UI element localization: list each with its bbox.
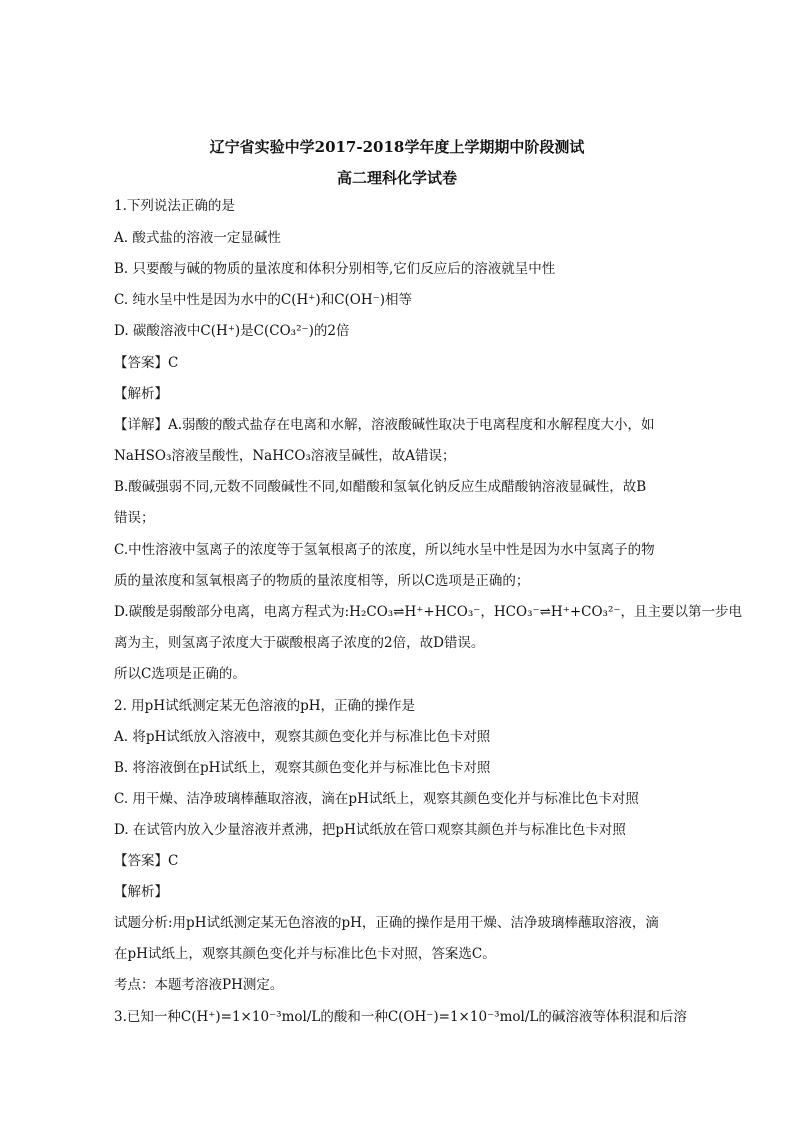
question-1-conclusion: 所以C选项是正确的。 bbox=[114, 666, 246, 682]
question-1-analysis-heading: 【解析】 bbox=[114, 386, 168, 402]
question-1-analysis-line: 错误； bbox=[114, 510, 155, 526]
question-1-analysis-line: 质的量浓度和氢氧根离子的物质的量浓度相等，所以C选项是正确的； bbox=[114, 573, 530, 589]
question-1-analysis-line: B.酸碱强弱不同,元数不同酸碱性不同,如醋酸和氢氧化钠反应生成醋酸钠溶液显碱性，故B bbox=[114, 479, 647, 495]
question-1-option-a: A. 酸式盐的溶液一定显碱性 bbox=[114, 230, 281, 246]
question-1-analysis-line: C.中性溶液中氢离子的浓度等于氢氧根离子的浓度，所以纯水呈中性是因为水中氢离子的物 bbox=[114, 542, 655, 558]
question-1-analysis-line: 【详解】A.弱酸的酸式盐存在电离和水解，溶液酸碱性取决于电离程度和水解程度大小，如 bbox=[114, 417, 655, 433]
question-1-option-d: D. 碳酸溶液中C(H⁺)是C(CO₃²⁻)的2倍 bbox=[114, 323, 350, 339]
question-1-analysis-line: NaHSO₃溶液呈酸性，NaHCO₃溶液呈碱性，故A错误； bbox=[114, 448, 456, 464]
question-2-analysis-line: 试题分析:用pH试纸测定某无色溶液的pH，正确的操作是用干燥、洁净玻璃棒蘸取溶液，滴 bbox=[114, 915, 659, 931]
question-2-option-c: C. 用干燥、洁净玻璃棒蘸取溶液，滴在pH试纸上，观察其颜色变化并与标准比色卡对照 bbox=[114, 791, 639, 807]
question-2-option-d: D. 在试管内放入少量溶液并煮沸，把pH试纸放在管口观察其颜色并与标准比色卡对照 bbox=[114, 822, 626, 838]
question-2-option-a: A. 将pH试纸放入溶液中，观察其颜色变化并与标准比色卡对照 bbox=[114, 729, 491, 745]
document-title: 辽宁省实验中学2017-2018学年度上学期期中阶段测试 bbox=[209, 138, 585, 156]
question-1-answer: 【答案】C bbox=[114, 355, 179, 371]
question-1-option-c: C. 纯水呈中性是因为水中的C(H⁺)和C(OH⁻)相等 bbox=[114, 292, 413, 308]
question-1-stem: 1.下列说法正确的是 bbox=[114, 198, 235, 214]
question-1-option-b: B. 只要酸与碱的物质的量浓度和体积分别相等,它们反应后的溶液就呈中性 bbox=[114, 261, 556, 277]
question-3-stem: 3.已知一种C(H⁺)=1×10⁻³mol/L的酸和一种C(OH⁻)=1×10⁻³mol/L的碱溶液等体积混和后溶 bbox=[114, 1009, 687, 1025]
document-subtitle: 高二理科化学试卷 bbox=[336, 169, 457, 187]
question-2-analysis-line: 在pH试纸上，观察其颜色变化并与标准比色卡对照，答案选C。 bbox=[114, 946, 496, 962]
question-2-knowledge-point: 考点：本题考溶液PH测定。 bbox=[114, 977, 284, 993]
question-2-answer: 【答案】C bbox=[114, 853, 179, 869]
question-1-analysis-line: 离为主，则氢离子浓度大于碳酸根离子浓度的2倍，故D错误。 bbox=[114, 635, 485, 651]
question-2-stem: 2. 用pH试纸测定某无色溶液的pH，正确的操作是 bbox=[114, 698, 416, 714]
question-2-analysis-heading: 【解析】 bbox=[114, 884, 168, 900]
question-1-analysis-line: D.碳酸是弱酸部分电离，电离方程式为:H₂CO₃⇌H⁺+HCO₃⁻，HCO₃⁻⇌H⁺+CO₃²⁻，且主要以第一步电 bbox=[114, 604, 742, 620]
question-2-option-b: B. 将溶液倒在pH试纸上，观察其颜色变化并与标准比色卡对照 bbox=[114, 760, 491, 776]
